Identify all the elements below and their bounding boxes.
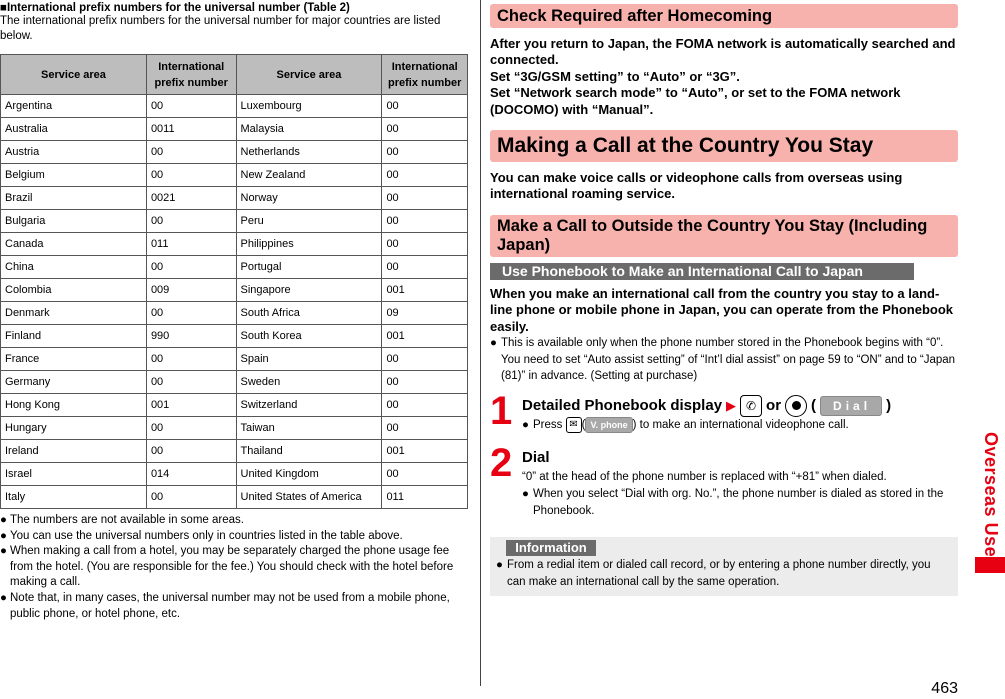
bullet-icon: ● [0, 545, 7, 558]
cell-prefix-number: 00 [146, 95, 236, 118]
cell-service-area: Argentina [1, 95, 147, 118]
table-row [1, 256, 468, 279]
table-row [1, 141, 468, 164]
table-row [1, 486, 468, 509]
cell-prefix-number: 00 [382, 210, 468, 233]
check-text-3: Set “Network search mode” to “Auto”, or set to the FOMA network (DOCOMO) with “Manual”. [490, 85, 901, 117]
cell-prefix-number: 00 [146, 348, 236, 371]
bullet-icon: ● [0, 591, 7, 604]
prefix-table [0, 54, 468, 509]
bullet-icon: ● [0, 514, 7, 526]
header-service-area-2: Service area [236, 55, 382, 95]
cell-service-area: France [1, 348, 147, 371]
cell-service-area: Denmark [1, 302, 147, 325]
cell-service-area: Thailand [236, 440, 382, 463]
dial-softkey: Dial [820, 396, 882, 416]
information-text: ● From a redial item or dialed call record, or by entering a phone number directly, you can make an international call by the same operation. [496, 559, 931, 588]
step-2-bullet: ● When you select “Dial with org. No.”, the phone number is dialed as stored in the Phonebook. [522, 488, 944, 517]
cell-prefix-number: 00 [146, 141, 236, 164]
cell-service-area: Colombia [1, 279, 147, 302]
cell-prefix-number: 00 [146, 371, 236, 394]
cell-service-area: Italy [1, 486, 147, 509]
step-2-title: Dial [522, 449, 550, 467]
cell-prefix-number: 00 [382, 256, 468, 279]
check-text-2: Set “3G/GSM setting” to “Auto” or “3G”. [490, 68, 740, 84]
outside-note: ● This is available only when the phone number stored in the Phonebook begins with “0”. You need to set “Auto assist setting” of “Int’l dial assist” on page 59 to “ON” and to “Japan (81)” in advance. (Setting at purchase) [490, 337, 956, 383]
cell-service-area: Spain [236, 348, 382, 371]
cell-prefix-number: 00 [382, 371, 468, 394]
cell-service-area: Hungary [1, 417, 147, 440]
cell-service-area: Germany [1, 371, 147, 394]
cell-prefix-number: 011 [382, 486, 468, 509]
table-row [1, 463, 468, 486]
cell-service-area: Peru [236, 210, 382, 233]
making-heading: Making a Call at the Country You Stay [490, 130, 958, 162]
step-number: 1 [490, 388, 513, 433]
table-row [1, 440, 468, 463]
step-1-sub: ● Press ✉ ( V. phone ) to make an international videophone call. [522, 417, 958, 434]
cell-prefix-number: 009 [146, 279, 236, 302]
cell-service-area: Luxembourg [236, 95, 382, 118]
send-key-icon: ✆ [740, 395, 762, 417]
bullet-icon: ● [522, 418, 529, 431]
cell-prefix-number: 001 [382, 440, 468, 463]
cell-service-area: Finland [1, 325, 147, 348]
header-service-area-1: Service area [1, 55, 147, 95]
cell-prefix-number: 014 [146, 463, 236, 486]
table-intro: The international prefix numbers for the universal number for major countries are listed below. [0, 15, 441, 42]
cell-prefix-number: 00 [146, 164, 236, 187]
cell-service-area: Canada [1, 233, 147, 256]
note-item: ● When making a call from a hotel, you may be separately charged the phone usage fee from the hotel. (You are responsible for the fee.) You should check with the hotel before making a call. [0, 545, 454, 589]
cell-service-area: Singapore [236, 279, 382, 302]
page-number: 463 [931, 680, 958, 697]
cell-prefix-number: 001 [146, 394, 236, 417]
making-text: You can make voice calls or videophone calls from overseas using international roaming service. [490, 170, 903, 202]
information-label: Information [506, 540, 596, 556]
phonebook-subheading: Use Phonebook to Make an International Call to Japan [490, 263, 914, 280]
cell-service-area: Hong Kong [1, 394, 147, 417]
cell-service-area: Bulgaria [1, 210, 147, 233]
step-2 [490, 441, 958, 519]
right-column [490, 4, 958, 596]
table-row [1, 164, 468, 187]
table-row [1, 233, 468, 256]
table-notes [0, 513, 470, 622]
cell-prefix-number: 09 [382, 302, 468, 325]
cell-service-area: Israel [1, 463, 147, 486]
cell-prefix-number: 00 [146, 256, 236, 279]
check-heading: Check Required after Homecoming [490, 4, 958, 28]
outside-intro: When you make an international call from the country you stay to a land-line phone or mobile phone in Japan, you can operate from the Phonebook easily. [490, 285, 953, 334]
note-item: ● Note that, in many cases, the universal number may not be used from a mobile phone, public phone, or hotel phone, etc. [0, 591, 450, 620]
cell-service-area: Brazil [1, 187, 147, 210]
table-row [1, 187, 468, 210]
cell-prefix-number: 00 [382, 417, 468, 440]
step-2-line: “0” at the head of the phone number is replaced with “+81” when dialed. [522, 471, 887, 484]
cell-prefix-number: 00 [146, 210, 236, 233]
cell-prefix-number: 990 [146, 325, 236, 348]
cell-service-area: Sweden [236, 371, 382, 394]
table-row [1, 95, 468, 118]
side-tab-marker [975, 557, 1005, 573]
cell-service-area: Norway [236, 187, 382, 210]
table-row [1, 302, 468, 325]
step-number: 2 [490, 441, 513, 486]
cell-prefix-number: 00 [146, 302, 236, 325]
cell-service-area: New Zealand [236, 164, 382, 187]
cell-service-area: South Korea [236, 325, 382, 348]
cell-service-area: Australia [1, 118, 147, 141]
or-text: or [766, 396, 782, 414]
table-body [1, 95, 468, 509]
cell-prefix-number: 00 [382, 118, 468, 141]
cell-prefix-number: 00 [382, 348, 468, 371]
cell-prefix-number: 001 [382, 325, 468, 348]
cell-prefix-number: 0011 [146, 118, 236, 141]
table-row [1, 118, 468, 141]
bullet-icon: ● [496, 559, 503, 572]
cell-service-area: United States of America [236, 486, 382, 509]
arrow-right-icon: ▶ [726, 397, 737, 413]
center-key-icon [785, 395, 807, 417]
bullet-icon: ● [490, 337, 497, 350]
cell-service-area: Taiwan [236, 417, 382, 440]
mail-key-icon: ✉ [566, 417, 582, 433]
column-divider [480, 0, 481, 686]
cell-service-area: Switzerland [236, 394, 382, 417]
header-prefix-2: International prefix number [382, 55, 468, 95]
cell-service-area: South Africa [236, 302, 382, 325]
cell-prefix-number: 00 [146, 440, 236, 463]
outside-heading: Make a Call to Outside the Country You Stay (Including Japan) [490, 215, 958, 257]
bullet-icon: ● [0, 529, 7, 542]
cell-service-area: Philippines [236, 233, 382, 256]
table-title: ■International prefix numbers for the universal number (Table 2) [0, 2, 350, 14]
header-prefix-1: International prefix number [146, 55, 236, 95]
cell-prefix-number: 00 [382, 164, 468, 187]
step-1-title: Detailed Phonebook display ▶ ✆ or ( Dial ) [522, 395, 958, 417]
table-header-row [1, 55, 468, 95]
cell-prefix-number: 00 [382, 95, 468, 118]
table-row [1, 417, 468, 440]
note-item: ● The numbers are not available in some areas. [0, 513, 470, 529]
cell-prefix-number: 00 [382, 233, 468, 256]
left-column [0, 0, 470, 622]
cell-prefix-number: 00 [382, 394, 468, 417]
cell-prefix-number: 001 [382, 279, 468, 302]
bullet-icon: ● [522, 488, 529, 501]
table-row [1, 325, 468, 348]
cell-prefix-number: 00 [382, 141, 468, 164]
cell-prefix-number: 00 [382, 187, 468, 210]
cell-service-area: Belgium [1, 164, 147, 187]
cell-prefix-number: 0021 [146, 187, 236, 210]
cell-prefix-number: 00 [146, 486, 236, 509]
cell-service-area: Ireland [1, 440, 147, 463]
note-item: ● You can use the universal numbers only in countries listed in the table above. [0, 529, 470, 545]
cell-service-area: Netherlands [236, 141, 382, 164]
vphone-softkey: V. phone [585, 417, 632, 433]
cell-service-area: Malaysia [236, 118, 382, 141]
table-row [1, 394, 468, 417]
table-row [1, 279, 468, 302]
cell-prefix-number: 00 [382, 463, 468, 486]
cell-service-area: Austria [1, 141, 147, 164]
cell-prefix-number: 00 [146, 417, 236, 440]
cell-prefix-number: 011 [146, 233, 236, 256]
check-text-1: After you return to Japan, the FOMA network is automatically searched and connected. [490, 36, 956, 68]
table-row [1, 371, 468, 394]
information-box [490, 537, 958, 596]
cell-service-area: China [1, 256, 147, 279]
step-1 [490, 388, 958, 434]
table-row [1, 210, 468, 233]
cell-service-area: Portugal [236, 256, 382, 279]
cell-service-area: United Kingdom [236, 463, 382, 486]
side-tab-label: Overseas Use [981, 432, 1001, 558]
table-row [1, 348, 468, 371]
